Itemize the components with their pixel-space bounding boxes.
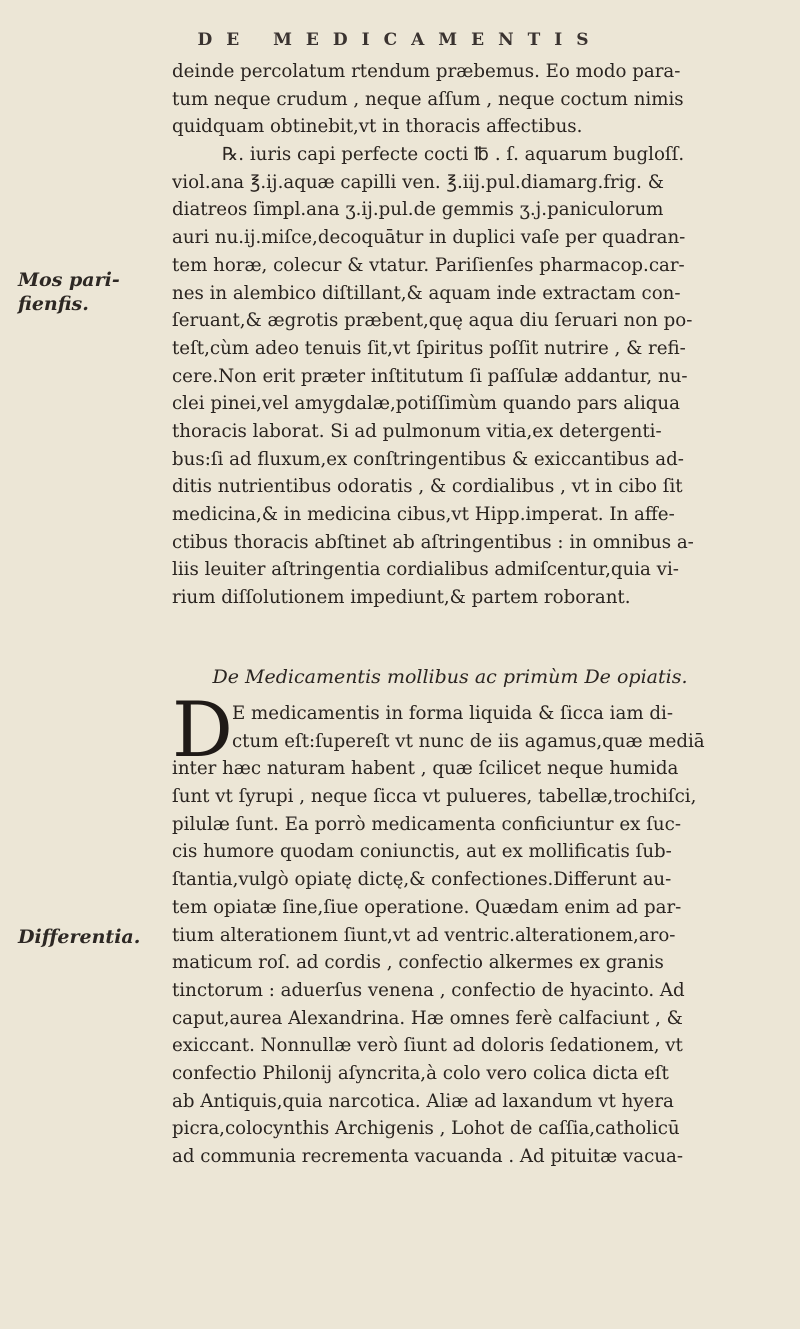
text-line: teſt,cùm adeo tenuis ſit,vt ſpiritus poſſit nutrire , & refi- bbox=[172, 337, 686, 359]
running-head: DE MEDICAMENTIS bbox=[197, 30, 603, 50]
text-line: viol.ana ℥.ij.aquæ capilli ven. ℥.iij.pul.diamarg.frig. & bbox=[172, 171, 664, 193]
text-line: maticum roſ. ad cordis , confectio alkermes ex granis bbox=[172, 952, 664, 974]
text-line: picra,colocynthis Archigenis , Lohot de caſſia,catholicū bbox=[172, 1118, 680, 1140]
text-line: tem opiatæ ſine,ſiue operatione. Quædam enim ad par- bbox=[172, 896, 682, 918]
text-line: auri nu.ij.miſce,decoquātur in duplici vaſe per quadran- bbox=[172, 227, 686, 249]
text-line: tinctorum : aduerſus venena , confectio de hyacinto. Ad bbox=[172, 979, 685, 1001]
text-line: ctibus thoracis abſtinet ab aſtringentibus : in omnibus a- bbox=[172, 531, 694, 553]
margin-note-mos-parisiensis bbox=[18, 268, 120, 316]
text-line: ad communia recrementa vacuanda . Ad pituitæ vacua- bbox=[172, 1146, 683, 1167]
text-line: ſtantia,vulgò opiatę dictę,& confectiones.Differunt au- bbox=[172, 869, 672, 891]
text-line: deinde percolatum rtendum præbemus. Eo modo para- bbox=[172, 61, 681, 82]
text-line: exiccant. Nonnullæ verò ſiunt ad doloris ſedationem, vt bbox=[172, 1035, 683, 1057]
text-line: diatreos ſimpl.ana ʒ.ij.pul.de gemmis ʒ.j.paniculorum bbox=[172, 199, 664, 221]
text-line: thoracis laborat. Si ad pulmonum vitia,ex detergenti- bbox=[172, 420, 662, 442]
recipe-line: ℞. iuris capi perfecte cocti ℔ . ſ. aquarum buglоſſ. bbox=[222, 144, 685, 166]
text-line: clei pinei,vel amygdalæ,potiſſimùm quando pars aliqua bbox=[172, 393, 680, 415]
text-line: tium alterationem ſiunt,vt ad ventric.alterationem,aro- bbox=[172, 924, 676, 946]
section-title: De Medicamentis mollibus ac primùm De opiatis. bbox=[212, 666, 688, 688]
paragraph-block-2 bbox=[172, 700, 772, 1171]
text-line: ab Antiquis,quia narcotica. Aliæ ad laxandum vt hyera bbox=[172, 1090, 674, 1112]
text-line: cis humore quodam coniunctis, aut ex mollificatis ſub- bbox=[172, 841, 672, 863]
text-line: inter hæc naturam habent , quæ ſcilicet neque humida bbox=[172, 758, 679, 780]
text-line: tum neque crudum , neque aſſum , neque coctum nimis bbox=[172, 88, 684, 110]
text-line: medicina,& in medicina cibus,vt Hipp.imperat. In affe- bbox=[172, 504, 675, 525]
text-line: ctum eſt:ſupereſt vt nunc de iis agamus,quæ mediā bbox=[232, 730, 705, 752]
text-line: confectio Philonij aſyncrita,à colo vero colica dicta eſt bbox=[172, 1062, 669, 1084]
text-line: ditis nutrientibus odoratis , & cordialibus , vt in cibo ſit bbox=[172, 476, 683, 498]
text-line: E medicamentis in forma liquida & ſicca iam di- bbox=[232, 703, 673, 724]
drop-capital: D bbox=[172, 685, 233, 774]
margin-note-differentia: Differentia. bbox=[18, 926, 141, 948]
margin-note-line: fienfis. bbox=[18, 293, 89, 315]
text-line: quidquam obtinebit,vt in thoracis affectibus. bbox=[172, 116, 583, 138]
text-line: rium diſſolutionem impediunt,& partem roborant. bbox=[172, 587, 631, 609]
text-line: ſeruant,& ægrotis præbent,quę aqua diu ſeruari non po- bbox=[172, 310, 693, 332]
text-line: tem horæ, colecur & vtatur. Pariſienſes pharmacop.car- bbox=[172, 254, 685, 276]
paragraph-block-1 bbox=[172, 58, 772, 612]
text-line: ſunt vt ſyrupi , neque ſicca vt pulueres, tabellæ,trochiſci, bbox=[172, 786, 697, 808]
margin-note-line: Mos pari- bbox=[18, 269, 120, 291]
text-line: pilulæ ſunt. Ea porrò medicamenta conficiuntur ex ſuc- bbox=[172, 813, 681, 835]
text-line: cere.Non erit præter inſtitutum ſi paſſulæ addantur, nu- bbox=[172, 365, 688, 387]
text-line: caput,aurea Alexandrina. Hæ omnes ferè calfaciunt , & bbox=[172, 1007, 683, 1029]
text-line: bus:ſi ad fluxum,ex conſtringentibus & exiccantibus ad- bbox=[172, 448, 684, 470]
text-line: liis leuiter aſtringentia cordialibus admiſcentur,quia vi- bbox=[172, 559, 679, 581]
text-line: nes in alembico diſtillant,& aquam inde extractam con- bbox=[172, 282, 681, 304]
